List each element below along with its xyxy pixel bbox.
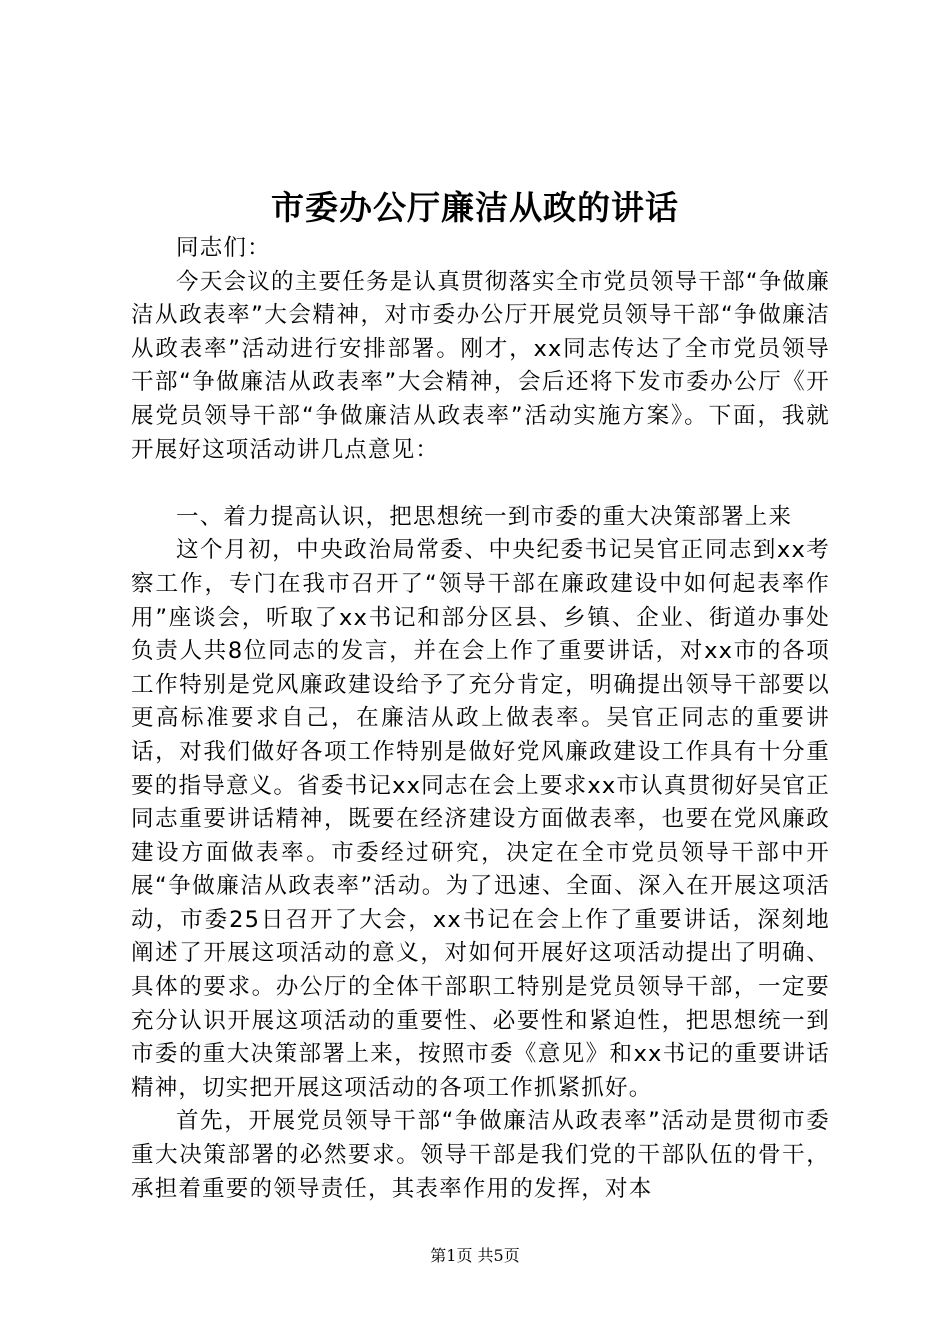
paragraph-intro: 今天会议的主要任务是认真贯彻落实全市党员领导干部“争做廉洁从政表率”大会精神，对市委办公厅开展党员领导干部“争做廉洁从政表率”活动进行安排部署。刚才，xx同志传达了全市党员领导干部“争做廉洁从政表率”大会精神，会后还将下发市委办公厅《开展党员领导干部“争做廉洁从政表率”活动实施方案》。下面，我就开展好这项活动讲几点意见： [131, 268, 830, 463]
paragraph-first-point: 首先，开展党员领导干部“争做廉洁从政表率”活动是贯彻市委重大决策部署的必然要求。领导干部是我们党的干部队伍的骨干，承担着重要的领导责任，其表率作用的发挥，对本 [131, 1108, 830, 1202]
paragraph-section-1: 这个月初，中央政治局常委、中央纪委书记吴官正同志到xx考察工作，专门在我市召开了“领导干部在廉政建设中如何起表率作用”座谈会，听取了xx书记和部分区县、乡镇、企业、街道办事处负责人共8位同志的发言，并在会上作了重要讲话，对xx市的各项工作特别是党风廉政建设给予了充分肯定，明确提出领导干部要以更高标准要求自己，在廉洁从政上做表率。吴官正同志的重要讲话，对我们做好各项工作特别是做好党风廉政建设工作具有十分重要的指导意义。省委书记xx同志在会上要求xx市认真贯彻好吴官正同志重要讲话精神，既要在经济建设方面做表率，也要在党风廉政建设方面做表率。市委经过研究，决定在全市党员领导干部中开展“争做廉洁从政表率”活动。为了迅速、全面、深入在开展这项活动，市委25日召开了大会，xx书记在会上作了重要讲话，深刻地阐述了开展这项活动的意义，对如何开展好这项活动提出了明确、具体的要求。办公厅的全体干部职工特别是党员领导干部，一定要充分认识开展这项活动的重要性、必要性和紧迫性，把思想统一到市委的重大决策部署上来，按照市委《意见》和xx书记的重要讲话精神，切实把开展这项活动的各项工作抓紧抓好。 [131, 537, 830, 1101]
section-heading-1: 一、着力提高认识，把思想统一到市委的重大决策部署上来 [176, 503, 793, 530]
document-title: 市委办公厅廉洁从政的讲话 [271, 188, 679, 227]
salutation: 同志们： [176, 235, 271, 261]
page-number-footer: 第1页 共5页 [430, 1246, 520, 1265]
document-body [131, 232, 830, 1206]
